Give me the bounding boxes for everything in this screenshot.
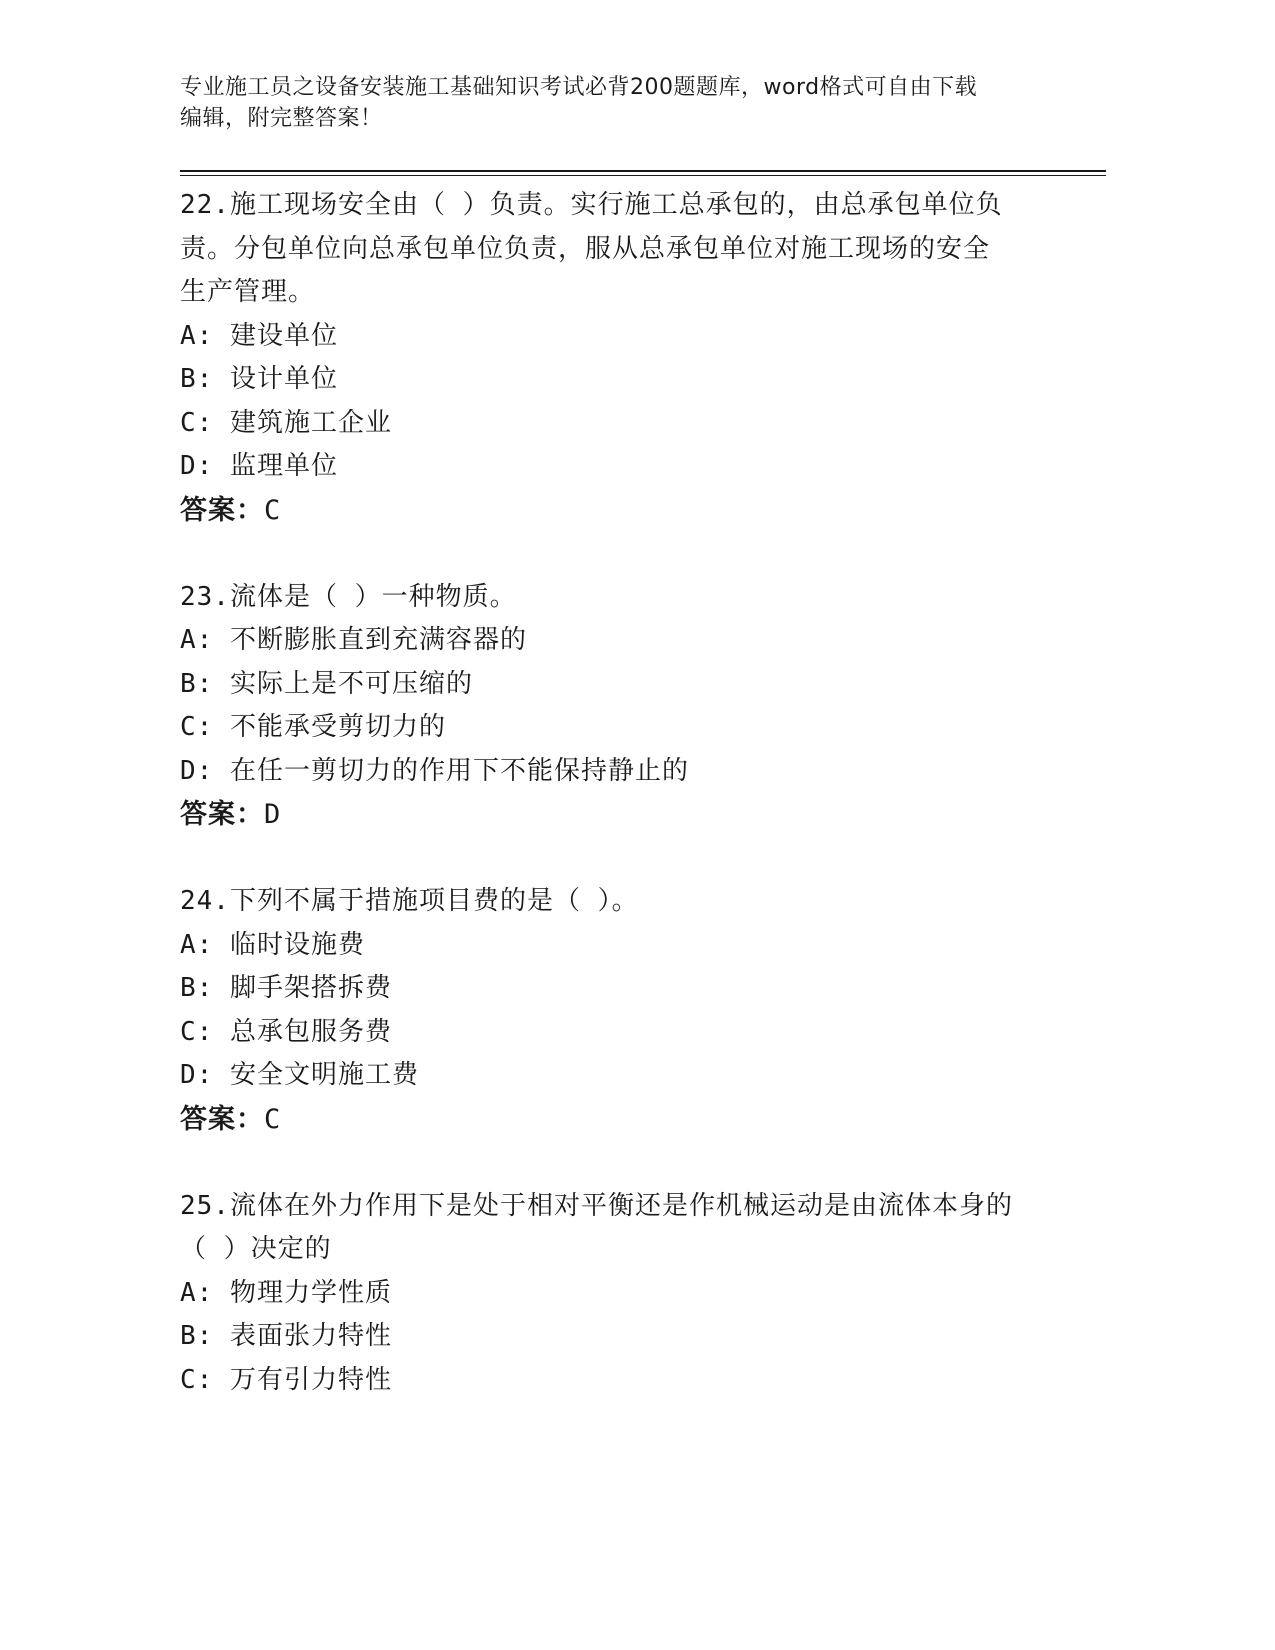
question-24 [180,880,1060,1141]
option-b: B: 实际上是不可压缩的 [180,668,473,699]
option-c: C: 万有引力特性 [180,1364,392,1395]
option-a: A: 建设单位 [180,320,338,351]
question-spacer [180,532,1060,576]
answer-value: C [264,494,282,526]
header-title-line-1: 专业施工员之设备安装施工基础知识考试必背200题题库，word格式可自由下载 [180,75,978,100]
question-spacer [180,837,1060,881]
question-text-line: 责。分包单位向总承包单位负责，服从总承包单位对施工现场的安全 [180,233,991,264]
option-c: C: 不能承受剪切力的 [180,712,446,742]
option-d: D: 监理单位 [180,451,338,481]
question-25 [180,1185,1060,1403]
header-title-line-2: 编辑，附完整答案！ [180,106,383,131]
option-a: A: 物理力学性质 [180,1277,392,1308]
answer-value: D [264,799,282,830]
option-c: C: 总承包服务费 [180,1016,392,1047]
answer-label: 答案： [180,1103,264,1135]
option-b: B: 设计单位 [180,364,338,394]
question-text-line: 生产管理。 [180,277,316,307]
document-header [180,72,1080,134]
option-d: D: 安全文明施工费 [180,1060,419,1090]
option-b: B: 脚手架搭拆费 [180,973,392,1003]
option-b: B: 表面张力特性 [180,1321,392,1351]
answer-line [180,1098,1060,1142]
header-divider-thin [180,175,1106,176]
answer-line [180,793,1060,837]
question-text-line: 25.流体在外力作用下是处于相对平衡还是作机械运动是由流体本身的 [180,1190,1013,1221]
question-text-line: 23.流体是（ ）一种物质。 [180,581,517,612]
option-d: D: 在任一剪切力的作用下不能保持静止的 [180,755,689,786]
question-text-line: （ ）决定的 [180,1234,332,1264]
question-text-line: 22.施工现场安全由（ ）负责。实行施工总承包的，由总承包单位负 [180,190,1003,220]
answer-label: 答案： [180,799,264,830]
question-22 [180,184,1060,532]
question-list [180,184,1060,1402]
header-divider-thick [180,170,1106,172]
question-text-line: 24.下列不属于措施项目费的是（ ）。 [180,886,639,916]
option-a: A: 临时设施费 [180,929,365,960]
question-spacer [180,1141,1060,1185]
answer-value: C [264,1103,282,1135]
answer-line [180,489,1060,533]
question-23 [180,576,1060,837]
answer-label: 答案： [180,494,264,526]
option-c: C: 建筑施工企业 [180,407,392,438]
option-a: A: 不断膨胀直到充满容器的 [180,625,527,655]
